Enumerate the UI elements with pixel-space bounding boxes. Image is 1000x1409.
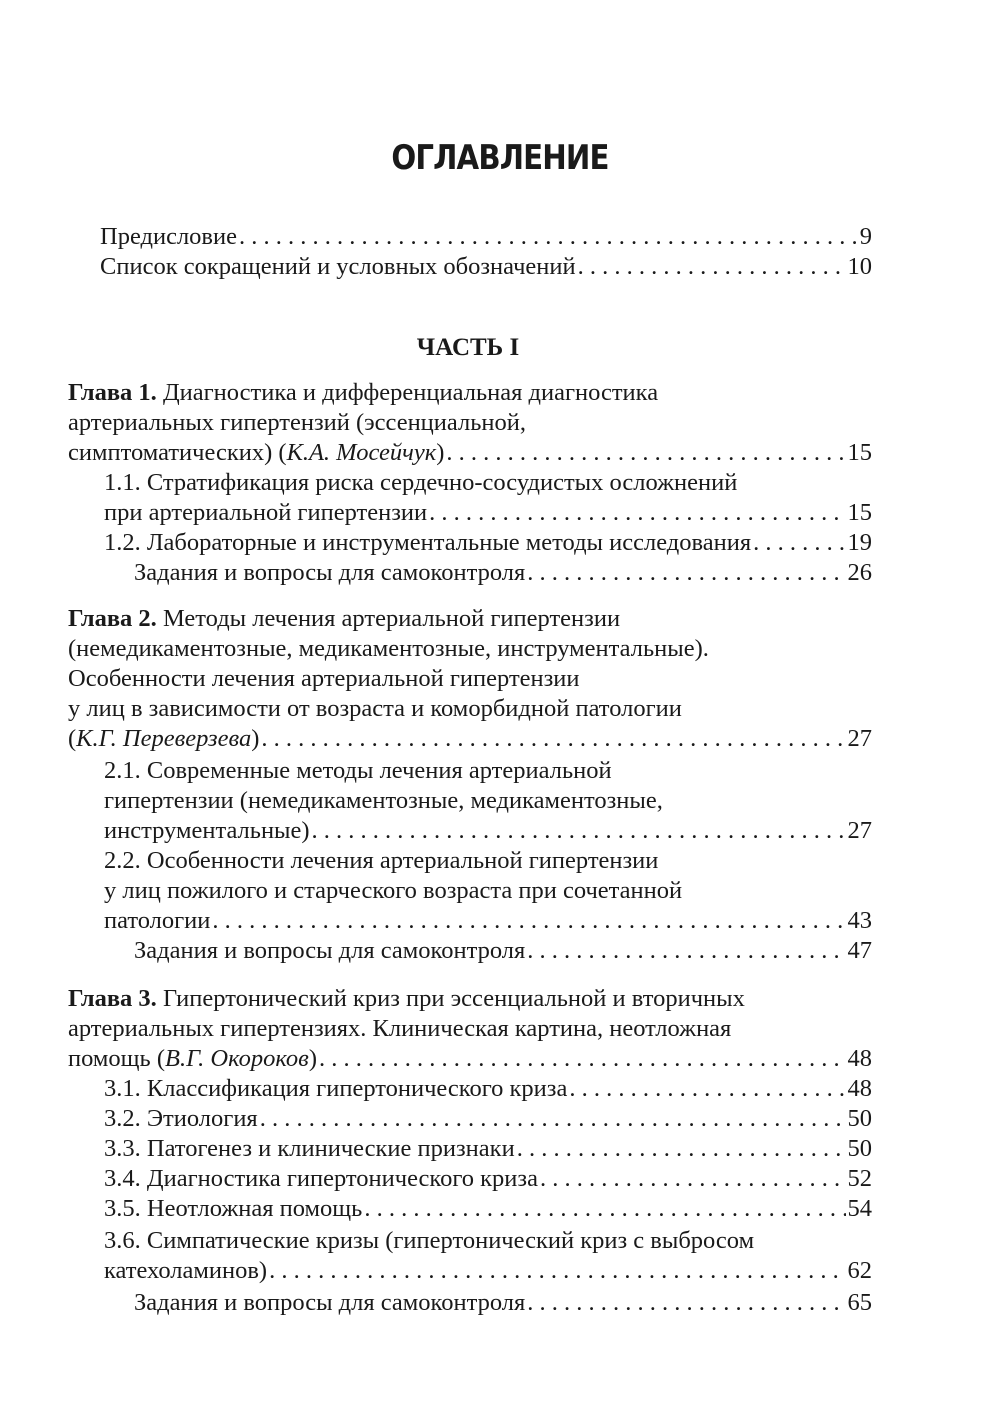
- entry-text: Задания и вопросы для самоконтроля: [134, 937, 526, 964]
- dot-leader: [569, 1074, 845, 1104]
- chapter-title: Особенности лечения артериальной гипертензии: [68, 665, 580, 692]
- toc-entry-section-3-1: [104, 1074, 872, 1104]
- page-number: 48: [847, 1045, 872, 1072]
- paren: ): [308, 1045, 317, 1072]
- section-2-1: [104, 786, 663, 816]
- page-number: 19: [847, 529, 872, 556]
- entry-text: Задания и вопросы для самоконтроля: [134, 1289, 526, 1316]
- chapter-2-title-line: [68, 694, 682, 724]
- chapter-3-title-line: [68, 1014, 731, 1044]
- author: В.Г. Окороков: [164, 1045, 309, 1072]
- toc-entry-section-2-1: [104, 816, 872, 846]
- entry-text: гипертензии (немедикаментозные, медикаментозные,: [104, 787, 663, 814]
- chapter-label: Глава 2.: [68, 605, 157, 632]
- section-2-2: [104, 846, 658, 876]
- page-number: 9: [859, 223, 872, 250]
- entry-text: 2.1. Современные методы лечения артериальной: [104, 757, 612, 784]
- section-1-1: [104, 468, 737, 498]
- chapter-title: Диагностика и дифференциальная диагностика: [162, 379, 659, 406]
- paren: ): [251, 725, 260, 752]
- toc-entry-section-1-2: [104, 528, 872, 558]
- chapter-title: у лиц в зависимости от возраста и коморбидной патологии: [68, 695, 682, 722]
- page-number: 15: [847, 499, 872, 526]
- toc-entry-section-3-3: [104, 1134, 872, 1164]
- entry-text: 2.2. Особенности лечения артериальной гипертензии: [104, 847, 659, 874]
- entry-text: при артериальной гипертензии: [104, 499, 428, 526]
- page-number: 65: [847, 1289, 872, 1316]
- entry-text: патологии: [104, 907, 211, 934]
- toc-entry-section-1-1: [104, 498, 872, 528]
- toc-entry-preface: [100, 222, 872, 252]
- chapter-1-heading: [68, 378, 658, 408]
- entry-text: 3.1. Классификация гипертонического криза: [104, 1075, 568, 1102]
- chapter-title: помощь (: [68, 1045, 165, 1072]
- page-number: 15: [847, 439, 872, 466]
- toc-entry-section-3-6: [104, 1256, 872, 1286]
- dot-leader: [527, 558, 845, 588]
- chapter-label: Глава 1.: [68, 379, 157, 406]
- dot-leader: [446, 438, 845, 468]
- dot-leader: [312, 816, 846, 846]
- chapter-2-title-line: [68, 664, 580, 694]
- page-number: 48: [847, 1075, 872, 1102]
- entry-text: 1.1. Стратификация риска сердечно-сосудистых осложнений: [104, 469, 738, 496]
- toc-entry-tasks-3: [134, 1288, 872, 1318]
- part-heading: ЧАСТЬ I: [416, 334, 520, 361]
- dot-leader: [527, 936, 845, 966]
- dot-leader: [261, 724, 845, 754]
- entry-text: инструментальные): [104, 817, 310, 844]
- toc-entry-section-3-2: [104, 1104, 872, 1134]
- chapter-2-title-line: [68, 634, 709, 664]
- chapter-title: Методы лечения артериальной гипертензии: [162, 605, 621, 632]
- toc-entry-tasks-1: [134, 558, 872, 588]
- dot-leader: [578, 252, 846, 282]
- dot-leader: [260, 1104, 846, 1134]
- entry-text: 3.2. Этиология: [104, 1105, 258, 1132]
- dot-leader: [212, 906, 845, 936]
- toc-entry-section-2-2: [104, 906, 872, 936]
- dot-leader: [540, 1164, 846, 1194]
- dot-leader: [517, 1134, 846, 1164]
- page-number: 54: [847, 1195, 872, 1222]
- author: К.Г. Переверзева: [76, 725, 252, 752]
- toc-entry-chapter-3: [68, 1044, 872, 1074]
- toc-entry-tasks-2: [134, 936, 872, 966]
- paren: ): [436, 439, 445, 466]
- chapter-title: симптоматических) (: [68, 439, 287, 466]
- page-number: 62: [847, 1257, 872, 1284]
- dot-leader: [364, 1194, 845, 1224]
- chapter-2-heading: [68, 604, 620, 634]
- entry-text: 1.2. Лабораторные и инструментальные методы исследования: [104, 529, 752, 556]
- page-number: 27: [847, 725, 872, 752]
- page-title: ОГЛАВЛЕНИЕ: [391, 138, 609, 178]
- entry-text: катехоламинов): [104, 1257, 268, 1284]
- toc-entry-abbreviations: [100, 252, 872, 282]
- page-number: 47: [847, 937, 872, 964]
- entry-text: 3.4. Диагностика гипертонического криза: [104, 1165, 538, 1192]
- section-3-6: [104, 1226, 754, 1256]
- page-number: 27: [847, 817, 872, 844]
- chapter-3-heading: [68, 984, 745, 1014]
- page-number: 26: [847, 559, 872, 586]
- page-number: 50: [847, 1105, 872, 1132]
- entry-text: у лиц пожилого и старческого возраста при сочетанной: [104, 877, 683, 904]
- toc-entry-chapter-2: [68, 724, 872, 754]
- chapter-title: артериальных гипертензий (эссенциальной,: [68, 409, 526, 436]
- chapter-title: (немедикаментозные, медикаментозные, инструментальные).: [68, 635, 709, 662]
- entry-text: Предисловие: [100, 223, 237, 250]
- dot-leader: [239, 222, 858, 252]
- entry-text: 3.5. Неотложная помощь: [104, 1195, 363, 1222]
- page-number: 52: [847, 1165, 872, 1192]
- chapter-title: Гипертонический криз при эссенциальной и вторичных: [162, 985, 745, 1012]
- entry-text: Задания и вопросы для самоконтроля: [134, 559, 526, 586]
- entry-text: 3.6. Симпатические кризы (гипертонический криз с выбросом: [104, 1227, 755, 1254]
- entry-text: 3.3. Патогенез и клинические признаки: [104, 1135, 515, 1162]
- toc-entry-chapter-1: [68, 438, 872, 468]
- entry-text: Список сокращений и условных обозначений: [100, 253, 576, 280]
- toc-entry-section-3-5: [104, 1194, 872, 1224]
- section-2-2: [104, 876, 682, 906]
- chapter-title: артериальных гипертензиях. Клиническая картина, неотложная: [68, 1015, 732, 1042]
- dot-leader: [319, 1044, 846, 1074]
- page-number: 43: [847, 907, 872, 934]
- page-number: 50: [847, 1135, 872, 1162]
- dot-leader: [527, 1288, 845, 1318]
- page-number: 10: [847, 253, 872, 280]
- dot-leader: [269, 1256, 845, 1286]
- chapter-1-title-line: [68, 408, 526, 438]
- chapter-label: Глава 3.: [68, 985, 157, 1012]
- author: К.А. Мосейчук: [286, 439, 437, 466]
- section-2-1: [104, 756, 612, 786]
- paren: (: [68, 725, 77, 752]
- dot-leader: [429, 498, 845, 528]
- toc-entry-section-3-4: [104, 1164, 872, 1194]
- dot-leader: [753, 528, 845, 558]
